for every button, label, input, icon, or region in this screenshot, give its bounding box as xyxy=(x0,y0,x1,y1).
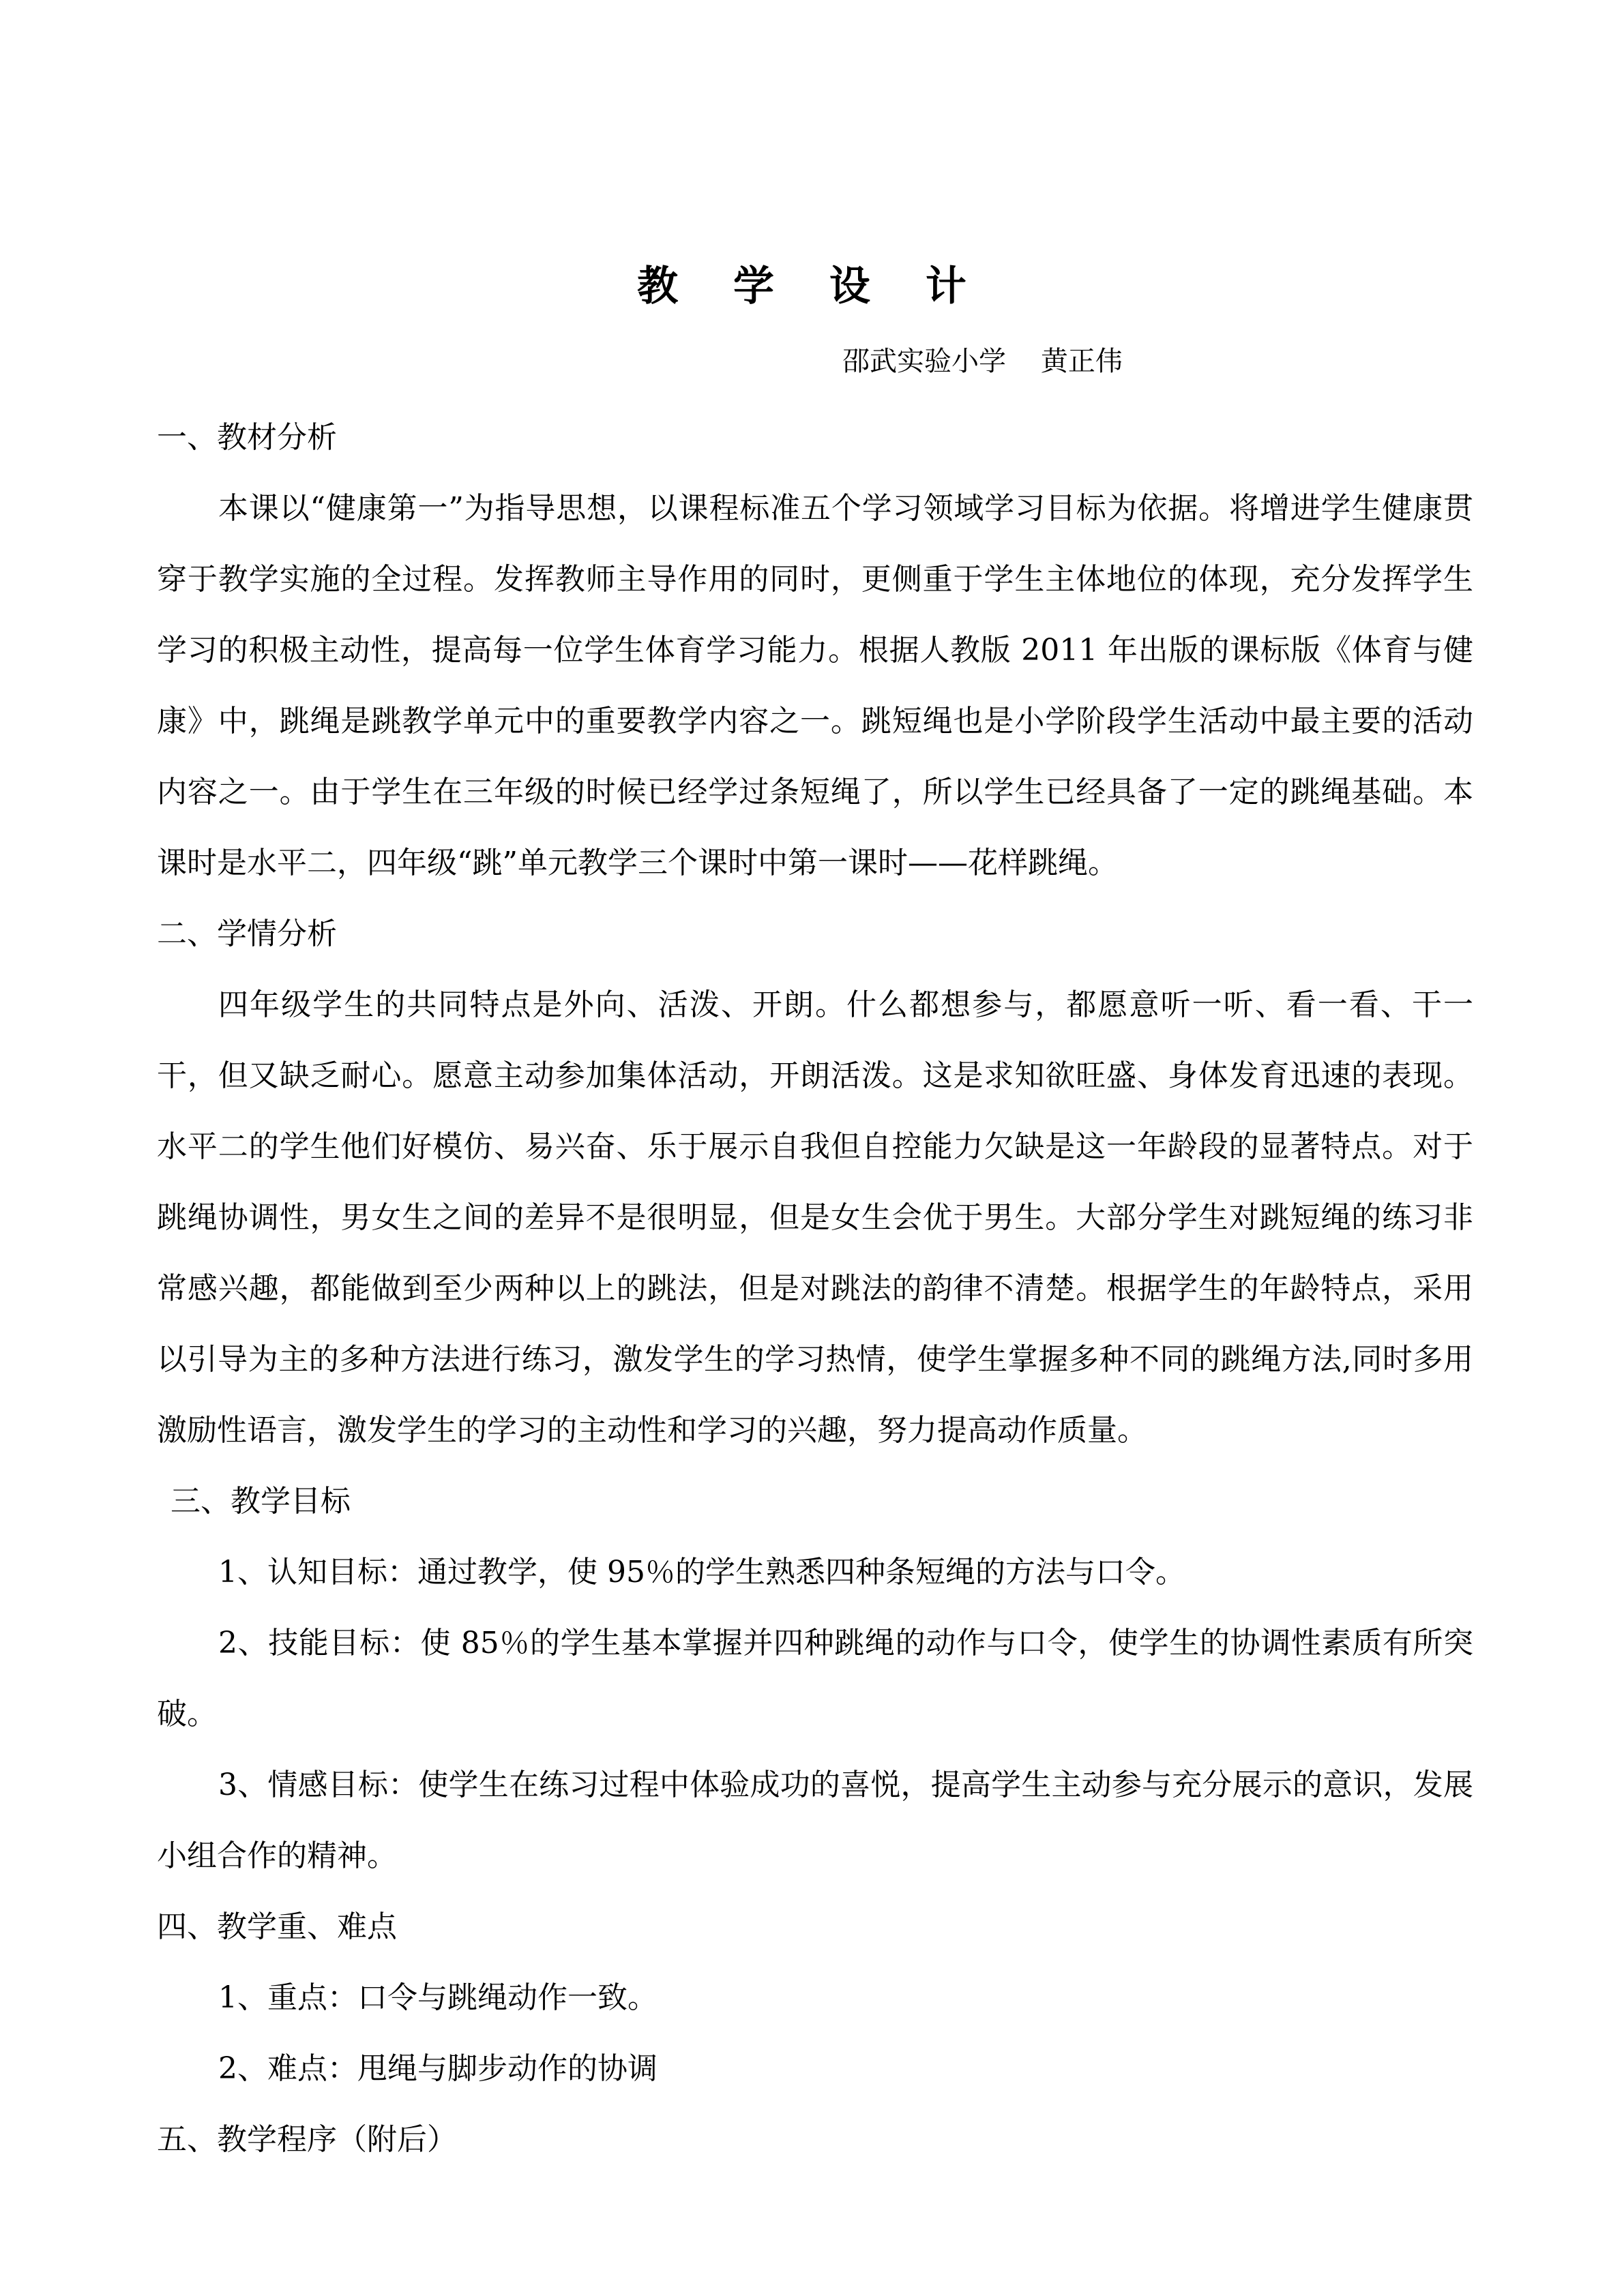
section-heading-teaching-procedure: 五、教学程序（附后） xyxy=(157,2122,457,2157)
document-title: 教 学 设 计 xyxy=(637,263,987,310)
goal-item-cognitive: 1、认知目标：通过教学，使 95％的学生熟悉四种条短绳的方法与口令。 xyxy=(218,1555,1185,1590)
section-heading-textbook-analysis: 一、教材分析 xyxy=(157,420,337,455)
goal-item-skill: 2、技能目标：使 85％的学生基本掌握并四种跳绳的动作与口令，使学生的协调性素质有所突破。 xyxy=(157,1626,1473,1731)
key-point-item: 1、重点：口令与跳绳动作一致。 xyxy=(218,1980,658,2015)
section-heading-key-points: 四、教学重、难点 xyxy=(157,1909,397,1944)
section-heading-student-analysis: 二、学情分析 xyxy=(157,916,337,951)
difficulty-item: 2、难点：甩绳与脚步动作的协调 xyxy=(218,2051,658,2086)
author-line: 邵武实验小学 黄正伟 xyxy=(842,346,1123,377)
section-paragraph-student-analysis: 四年级学生的共同特点是外向、活泼、开朗。什么都想参与，都愿意听一听、看一看、干一干，但又缺乏耐心。愿意主动参加集体活动，开朗活泼。这是求知欲旺盛、身体发育迅速的表现。水平二的学生他们好模仿、易兴奋、乐于展示自我但自控能力欠缺是这一年龄段的显著特点。对于跳绳协调性，男女生之间的差异不是很明显，但是女生会优于男生。大部分学生对跳短绳的练习非常感兴趣，都能做到至少两种以上的跳法，但是对跳法的韵律不清楚。根据学生的年龄特点，采用以引导为主的多种方法进行练习，激发学生的学习热情，使学生掌握多种不同的跳绳方法,同时多用激励性语言，激发学生的学习的主动性和学习的兴趣，努力提高动作质量。 xyxy=(157,987,1473,1448)
goal-item-emotion: 3、情感目标：使学生在练习过程中体验成功的喜悦，提高学生主动参与充分展示的意识，发展小组合作的精神。 xyxy=(157,1768,1473,1873)
document-body xyxy=(157,402,1473,2175)
section-heading-teaching-goals: 三、教学目标 xyxy=(171,1484,351,1519)
section-paragraph-textbook-analysis: 本课以“健康第一”为指导思想，以课程标准五个学习领域学习目标为依据。将增进学生健康贯穿于教学实施的全过程。发挥教师主导作用的同时，更侧重于学生主体地位的体现，充分发挥学生学习的积极主动性，提高每一位学生体育学习能力。根据人教版 2011 年出版的课标版《体育与健康》中，跳绳是跳教学单元中的重要教学内容之一。跳短绳也是小学阶段学生活动中最主要的活动内容之一。由于学生在三年级的时候已经学过条短绳了，所以学生已经具备了一定的跳绳基础。本课时是水平二，四年级“跳”单元教学三个课时中第一课时——花样跳绳。 xyxy=(157,491,1473,880)
